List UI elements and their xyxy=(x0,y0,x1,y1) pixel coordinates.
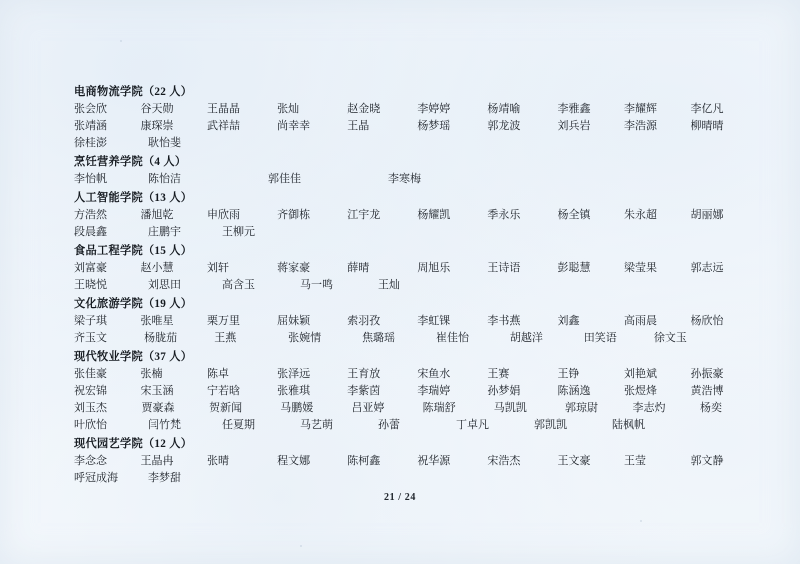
student-name: 叶欣怡 xyxy=(74,419,107,431)
student-name: 郭志远 xyxy=(690,262,724,274)
department-title: 电商物流学院（22 人） xyxy=(74,86,193,98)
student-name: 李书燕 xyxy=(487,315,521,327)
student-name: 刘轩 xyxy=(207,262,230,274)
student-name: 李雅鑫 xyxy=(557,103,591,115)
student-name: 杨全镇 xyxy=(557,209,591,221)
student-name: 马一鸣 xyxy=(300,279,333,291)
student-name: 郭琼尉 xyxy=(564,402,598,414)
student-name: 谷天勋 xyxy=(140,103,174,115)
department-title: 文化旅游学院（19 人） xyxy=(74,298,193,310)
student-name: 陈瑞舒 xyxy=(422,402,456,414)
student-name: 潘旭乾 xyxy=(140,209,174,221)
student-name: 周旭乐 xyxy=(417,262,451,274)
name-row xyxy=(74,260,724,277)
student-name: 呼冠成海 xyxy=(74,472,118,484)
student-name: 黄浩博 xyxy=(690,385,724,397)
department-block xyxy=(74,296,724,347)
scan-speck xyxy=(640,520,642,522)
student-name: 康琛崇 xyxy=(140,120,174,132)
student-name: 李怡帆 xyxy=(74,173,107,185)
scan-speck xyxy=(300,545,302,547)
student-name: 李亿凡 xyxy=(690,103,724,115)
student-name: 胡越洋 xyxy=(509,332,543,344)
department-block xyxy=(74,190,724,241)
department-block xyxy=(74,436,724,487)
student-name: 马鹏媛 xyxy=(280,402,314,414)
student-name: 王赛 xyxy=(487,368,510,380)
student-name: 李耀辉 xyxy=(624,103,658,115)
department-title: 人工智能学院（13 人） xyxy=(74,192,193,204)
name-row xyxy=(74,383,724,400)
student-name: 杨梦瑶 xyxy=(417,120,451,132)
student-name: 宁若晗 xyxy=(207,385,241,397)
student-name: 闫竹梵 xyxy=(148,419,181,431)
name-row xyxy=(74,101,724,118)
student-name: 徐文玉 xyxy=(653,332,687,344)
student-name: 尚幸幸 xyxy=(277,120,311,132)
name-row xyxy=(74,207,724,224)
student-name: 王莹 xyxy=(624,455,647,467)
student-name: 王文豪 xyxy=(557,455,591,467)
student-name: 耿怡斐 xyxy=(148,137,181,149)
student-name: 张佳豪 xyxy=(74,368,107,380)
student-name: 段晨鑫 xyxy=(74,226,107,238)
student-name: 索羽孜 xyxy=(347,315,381,327)
student-name: 徐桂澎 xyxy=(74,137,107,149)
student-name: 王晶晶 xyxy=(207,103,241,115)
student-name: 李浩源 xyxy=(624,120,658,132)
student-name: 陆枫帆 xyxy=(612,419,645,431)
student-name: 丁卓凡 xyxy=(456,419,489,431)
scan-speck xyxy=(120,40,122,42)
department-block xyxy=(74,84,724,152)
student-name: 齐御栋 xyxy=(277,209,311,221)
student-name: 李志灼 xyxy=(632,402,666,414)
student-name: 刘艳斌 xyxy=(624,368,658,380)
student-name: 江宇龙 xyxy=(347,209,381,221)
name-row xyxy=(74,118,724,135)
student-name: 宋鱼水 xyxy=(417,368,451,380)
student-name: 王育放 xyxy=(347,368,381,380)
name-row xyxy=(74,313,724,330)
student-name: 郭文静 xyxy=(690,455,724,467)
student-name: 李紫茵 xyxy=(347,385,381,397)
student-name: 马艺萌 xyxy=(300,419,333,431)
student-name: 张会欣 xyxy=(74,103,107,115)
student-name: 季永乐 xyxy=(487,209,521,221)
department-block xyxy=(74,349,724,434)
student-name: 高雨晨 xyxy=(624,315,658,327)
student-name: 武祥喆 xyxy=(207,120,241,132)
student-name: 刘兵岩 xyxy=(557,120,591,132)
student-name: 陈涵逸 xyxy=(557,385,591,397)
student-name: 孙振豪 xyxy=(690,368,724,380)
department-block xyxy=(74,243,724,294)
student-name: 李虹锞 xyxy=(417,315,451,327)
student-name: 王晓悦 xyxy=(74,279,107,291)
student-name: 张靖涵 xyxy=(74,120,107,132)
name-row xyxy=(74,417,724,434)
student-name: 李瑞婷 xyxy=(417,385,451,397)
student-name: 刘思田 xyxy=(148,279,181,291)
department-block xyxy=(74,154,724,188)
student-name: 彭聪慧 xyxy=(557,262,591,274)
student-name: 祝宏锦 xyxy=(74,385,107,397)
student-name: 王柳元 xyxy=(222,226,255,238)
student-name: 梁子琪 xyxy=(74,315,107,327)
student-name: 李寒梅 xyxy=(388,173,421,185)
student-name: 陈卓 xyxy=(207,368,230,380)
name-row xyxy=(74,453,724,470)
student-name: 方浩然 xyxy=(74,209,107,221)
department-title: 食品工程学院（15 人） xyxy=(74,245,193,257)
name-row xyxy=(74,400,724,417)
student-name: 柳晴晴 xyxy=(690,120,724,132)
student-name: 薛晴 xyxy=(347,262,370,274)
student-name: 吕亚婷 xyxy=(351,402,385,414)
name-row xyxy=(74,171,724,188)
student-name: 宋浩杰 xyxy=(487,455,521,467)
department-title: 现代园艺学院（12 人） xyxy=(74,438,193,450)
student-name: 孙梦娟 xyxy=(487,385,521,397)
student-name: 宋玉涵 xyxy=(140,385,174,397)
student-name: 王灿 xyxy=(378,279,400,291)
student-name: 杨靖喻 xyxy=(487,103,521,115)
name-roster xyxy=(74,84,724,489)
student-name: 栗万里 xyxy=(207,315,241,327)
student-name: 高含玉 xyxy=(222,279,255,291)
student-name: 梁莹果 xyxy=(624,262,658,274)
student-name: 王诗语 xyxy=(487,262,521,274)
student-name: 张泽远 xyxy=(277,368,311,380)
student-name: 焦璐瑶 xyxy=(362,332,396,344)
page-number: 21 / 24 xyxy=(384,492,416,503)
student-name: 张灿 xyxy=(277,103,300,115)
department-title: 现代牧业学院（37 人） xyxy=(74,351,193,363)
student-name: 杨耀凯 xyxy=(417,209,451,221)
department-title: 烹饪营养学院（4 人） xyxy=(74,156,187,168)
student-name: 杨胧茄 xyxy=(144,332,178,344)
student-name: 杨奕 xyxy=(700,402,723,414)
name-row xyxy=(74,135,724,152)
student-name: 庄鹏宇 xyxy=(148,226,181,238)
name-row xyxy=(74,366,724,383)
student-name: 刘鑫 xyxy=(557,315,580,327)
student-name: 胡丽娜 xyxy=(690,209,724,221)
student-name: 王铮 xyxy=(557,368,580,380)
student-name: 郭龙波 xyxy=(487,120,521,132)
student-name: 李梦甜 xyxy=(148,472,181,484)
student-name: 陈怡洁 xyxy=(148,173,181,185)
student-name: 李念念 xyxy=(74,455,107,467)
student-name: 贺新闻 xyxy=(209,402,243,414)
student-name: 王燕 xyxy=(214,332,237,344)
student-name: 朱永超 xyxy=(624,209,658,221)
student-name: 郭佳佳 xyxy=(268,173,301,185)
student-name: 蒋家豪 xyxy=(277,262,311,274)
student-name: 刘玉杰 xyxy=(74,402,107,414)
student-name: 张煜烽 xyxy=(624,385,658,397)
student-name: 张婉情 xyxy=(288,332,322,344)
student-name: 陈柯鑫 xyxy=(347,455,381,467)
student-name: 李婷婷 xyxy=(417,103,451,115)
student-name: 齐玉文 xyxy=(74,332,107,344)
student-name: 申欣雨 xyxy=(207,209,241,221)
student-name: 任夏期 xyxy=(222,419,255,431)
student-name: 程文娜 xyxy=(277,455,311,467)
student-name: 赵小慧 xyxy=(140,262,174,274)
student-name: 杨欣怡 xyxy=(690,315,724,327)
name-row xyxy=(74,224,724,241)
student-name: 孙蕾 xyxy=(378,419,400,431)
student-name: 贾豪森 xyxy=(141,402,175,414)
student-name: 刘富豪 xyxy=(74,262,107,274)
student-name: 田笑语 xyxy=(583,332,617,344)
student-name: 张唯星 xyxy=(140,315,174,327)
student-name: 郭凯凯 xyxy=(534,419,567,431)
name-row xyxy=(74,277,724,294)
student-name: 赵金晓 xyxy=(347,103,381,115)
student-name: 张楠 xyxy=(140,368,163,380)
student-name: 王晶冉 xyxy=(140,455,174,467)
student-name: 祝华源 xyxy=(417,455,451,467)
name-row xyxy=(74,470,724,487)
student-name: 张晴 xyxy=(207,455,230,467)
name-row xyxy=(74,330,724,347)
student-name: 张雅琪 xyxy=(277,385,311,397)
student-name: 马凯凯 xyxy=(493,402,527,414)
student-name: 屈妹颖 xyxy=(277,315,311,327)
student-name: 王晶 xyxy=(347,120,370,132)
student-name: 崔佳怡 xyxy=(435,332,469,344)
